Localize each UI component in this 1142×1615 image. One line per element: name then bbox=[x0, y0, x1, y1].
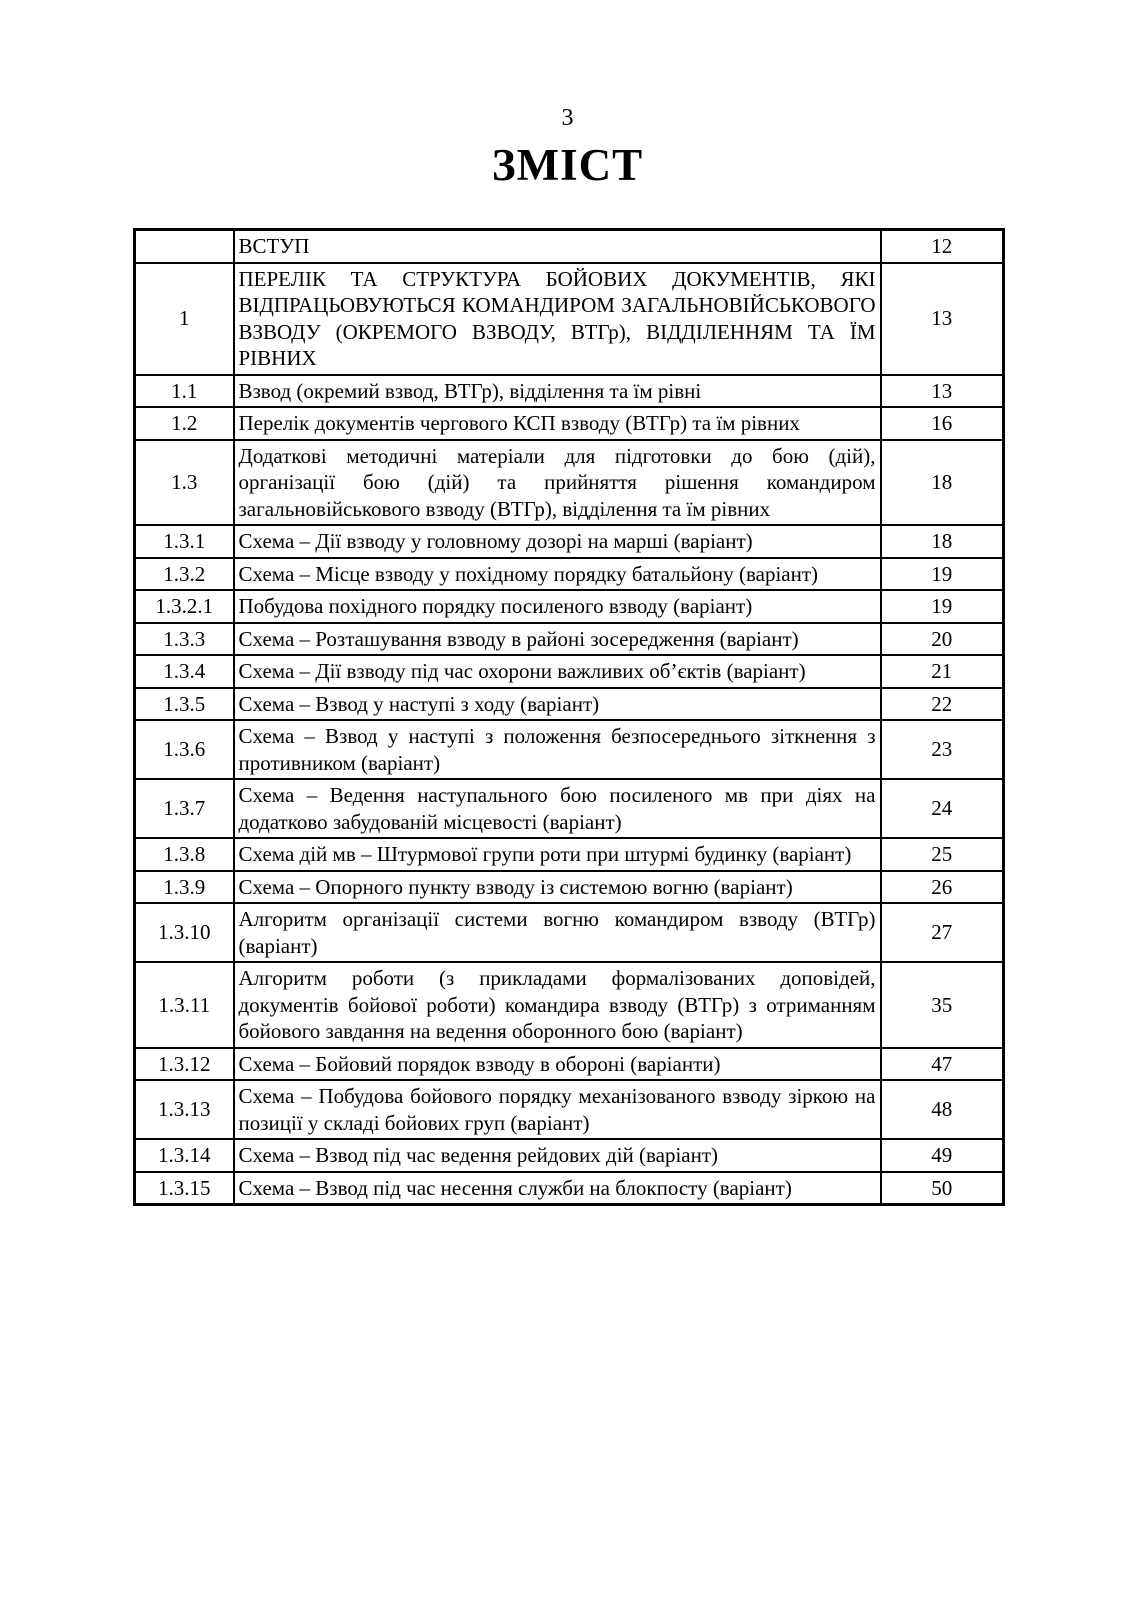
toc-row-number: 1.3 bbox=[135, 440, 234, 526]
toc-row-title: Схема – Взвод у наступі з положення безпосереднього зіткнення з противником (варіант) bbox=[234, 720, 881, 779]
toc-row-number: 1.3.2 bbox=[135, 558, 234, 591]
toc-row-number: 1.3.13 bbox=[135, 1080, 234, 1139]
toc-row-number: 1.3.5 bbox=[135, 688, 234, 721]
page-number: 3 bbox=[561, 105, 574, 131]
table-row bbox=[135, 779, 1004, 838]
toc-row-title: Схема – Взвод під час ведення рейдових дій (варіант) bbox=[234, 1139, 881, 1172]
toc-row-page: 35 bbox=[881, 962, 1004, 1048]
toc-row-title: Схема – Взвод під час несення служби на блокпосту (варіант) bbox=[234, 1172, 881, 1205]
toc-row-number: 1.1 bbox=[135, 375, 234, 408]
table-row bbox=[135, 590, 1004, 623]
toc-row-number: 1.3.1 bbox=[135, 525, 234, 558]
table-row bbox=[135, 871, 1004, 904]
toc-row-title: Схема – Бойовий порядок взводу в обороні (варіанти) bbox=[234, 1048, 881, 1081]
table-row bbox=[135, 558, 1004, 591]
toc-row-number: 1.3.8 bbox=[135, 838, 234, 871]
table-row bbox=[135, 1139, 1004, 1172]
table-row bbox=[135, 1048, 1004, 1081]
toc-row-page: 12 bbox=[881, 230, 1004, 263]
toc-row-title: Додаткові методичні матеріали для підготовки до бою (дій), організації бою (дій) та прийняття рішення командиром загальновійськового взводу (ВТГр), відділення та їм рівних bbox=[234, 440, 881, 526]
toc-row-page: 50 bbox=[881, 1172, 1004, 1205]
toc-row-title: Схема – Розташування взводу в районі зосередження (варіант) bbox=[234, 623, 881, 656]
table-row bbox=[135, 230, 1004, 263]
toc-row-page: 19 bbox=[881, 590, 1004, 623]
toc-row-number: 1.3.9 bbox=[135, 871, 234, 904]
toc-row-number: 1.3.10 bbox=[135, 903, 234, 962]
toc-row-page: 47 bbox=[881, 1048, 1004, 1081]
toc-row-title: Алгоритм роботи (з прикладами формалізованих доповідей, документів бойової роботи) командира взводу (ВТГр) з отриманням бойового завдання на ведення оборонного бою (варіант) bbox=[234, 962, 881, 1048]
toc-table bbox=[133, 228, 1005, 1206]
toc-row-page: 49 bbox=[881, 1139, 1004, 1172]
toc-row-title: Схема дій мв – Штурмової групи роти при штурмі будинку (варіант) bbox=[234, 838, 881, 871]
toc-row-number: 1.3.11 bbox=[135, 962, 234, 1048]
toc-row-page: 18 bbox=[881, 440, 1004, 526]
toc-row-page: 22 bbox=[881, 688, 1004, 721]
page-title: ЗМІСТ bbox=[491, 140, 644, 190]
table-row bbox=[135, 440, 1004, 526]
toc-row-page: 26 bbox=[881, 871, 1004, 904]
toc-row-number: 1 bbox=[135, 263, 234, 375]
table-row bbox=[135, 407, 1004, 440]
table-row bbox=[135, 720, 1004, 779]
toc-row-page: 16 bbox=[881, 407, 1004, 440]
table-row bbox=[135, 962, 1004, 1048]
toc-row-title: Схема – Опорного пункту взводу із системою вогню (варіант) bbox=[234, 871, 881, 904]
table-row bbox=[135, 263, 1004, 375]
table-row bbox=[135, 375, 1004, 408]
toc-row-title: Схема – Побудова бойового порядку механізованого взводу зіркою на позиції у складі бойових груп (варіант) bbox=[234, 1080, 881, 1139]
toc-row-title: ПЕРЕЛІК ТА СТРУКТУРА БОЙОВИХ ДОКУМЕНТІВ, ЯКІ ВІДПРАЦЬОВУЮТЬСЯ КОМАНДИРОМ ЗАГАЛЬНОВІЙСЬКОВОГО ВЗВОДУ (ОКРЕМОГО ВЗВОДУ, ВТГр), ВІДДІЛЕННЯМ ТА ЇМ РІВНИХ bbox=[234, 263, 881, 375]
toc-row-page: 27 bbox=[881, 903, 1004, 962]
toc-row-number: 1.3.4 bbox=[135, 655, 234, 688]
toc-row-page: 18 bbox=[881, 525, 1004, 558]
toc-row-page: 21 bbox=[881, 655, 1004, 688]
toc-row-page: 25 bbox=[881, 838, 1004, 871]
toc-row-page: 48 bbox=[881, 1080, 1004, 1139]
toc-row-title: Взвод (окремий взвод, ВТГр), відділення та їм рівні bbox=[234, 375, 881, 408]
toc-row-number: 1.3.6 bbox=[135, 720, 234, 779]
toc-row-page: 13 bbox=[881, 263, 1004, 375]
toc-row-page: 23 bbox=[881, 720, 1004, 779]
toc-row-title: Побудова похідного порядку посиленого взводу (варіант) bbox=[234, 590, 881, 623]
table-row bbox=[135, 838, 1004, 871]
toc-row-number: 1.3.3 bbox=[135, 623, 234, 656]
table-row bbox=[135, 903, 1004, 962]
toc-row-page: 20 bbox=[881, 623, 1004, 656]
table-row bbox=[135, 525, 1004, 558]
toc-row-page: 24 bbox=[881, 779, 1004, 838]
table-row bbox=[135, 623, 1004, 656]
toc-row-title: Алгоритм організації системи вогню командиром взводу (ВТГр) (варіант) bbox=[234, 903, 881, 962]
table-row bbox=[135, 1172, 1004, 1205]
toc-row-title: Схема – Дії взводу під час охорони важливих об’єктів (варіант) bbox=[234, 655, 881, 688]
toc-row-number: 1.3.14 bbox=[135, 1139, 234, 1172]
toc-row-title: Перелік документів чергового КСП взводу (ВТГр) та їм рівних bbox=[234, 407, 881, 440]
toc-row-number: 1.3.15 bbox=[135, 1172, 234, 1205]
toc-row-number: 1.2 bbox=[135, 407, 234, 440]
toc-row-number: 1.3.2.1 bbox=[135, 590, 234, 623]
toc-row-title: Схема – Дії взводу у головному дозорі на марші (варіант) bbox=[234, 525, 881, 558]
toc-row-number bbox=[135, 230, 234, 263]
toc-table-body bbox=[135, 230, 1004, 1205]
table-row bbox=[135, 655, 1004, 688]
toc-row-page: 13 bbox=[881, 375, 1004, 408]
toc-row-title: Схема – Місце взводу у похідному порядку батальйону (варіант) bbox=[234, 558, 881, 591]
toc-row-title: Схема – Взвод у наступі з ходу (варіант) bbox=[234, 688, 881, 721]
toc-row-number: 1.3.7 bbox=[135, 779, 234, 838]
table-row bbox=[135, 688, 1004, 721]
toc-row-title: ВСТУП bbox=[234, 230, 881, 263]
toc-row-page: 19 bbox=[881, 558, 1004, 591]
toc-row-number: 1.3.12 bbox=[135, 1048, 234, 1081]
toc-row-title: Схема – Ведення наступального бою посиленого мв при діях на додатково забудованій місцевості (варіант) bbox=[234, 779, 881, 838]
table-row bbox=[135, 1080, 1004, 1139]
